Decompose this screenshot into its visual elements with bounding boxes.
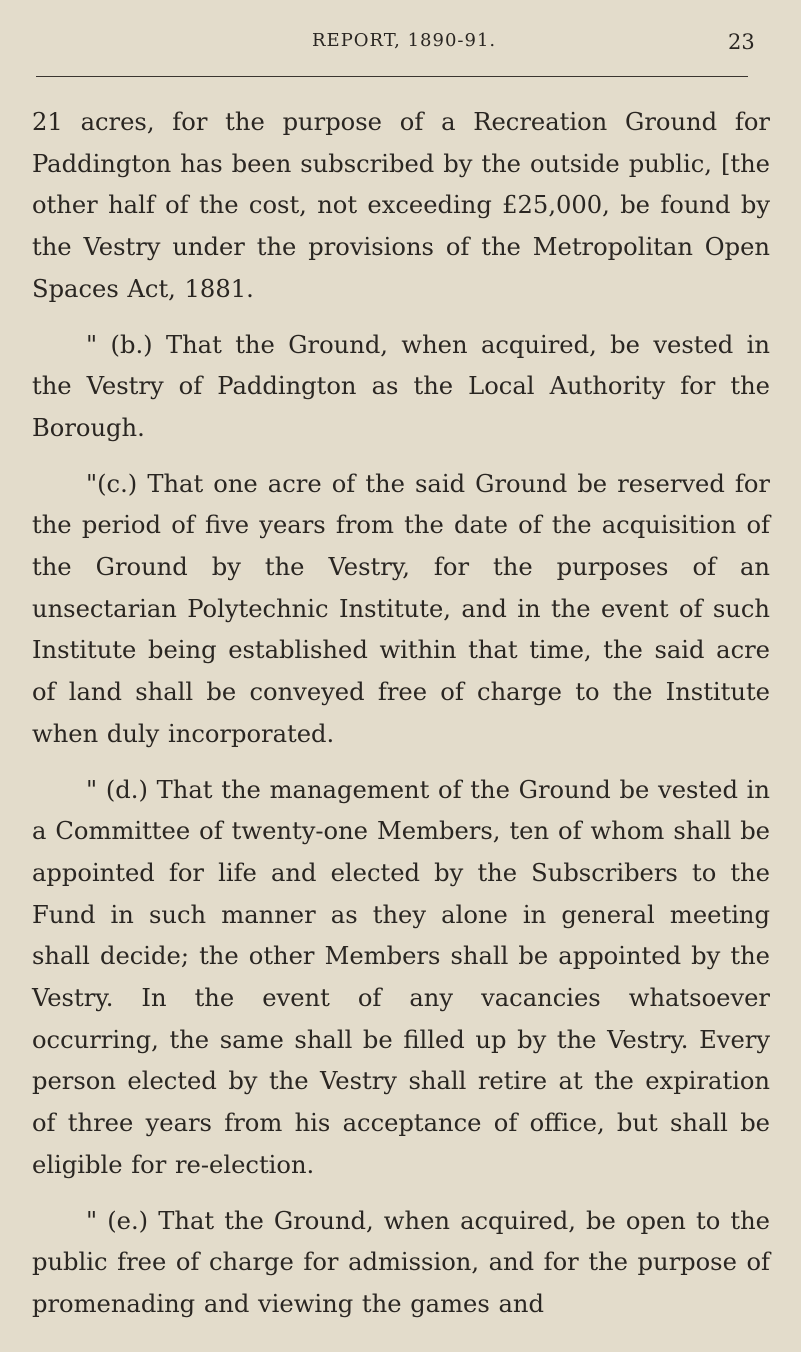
running-title: REPORT, 1890-91. bbox=[312, 30, 497, 51]
paragraph-e: " (e.) That the Ground, when acquired, be open to the public free of charge for admission, and for the purpose of promenading and viewing the games and bbox=[32, 1206, 770, 1318]
paragraph-b: " (b.) That the Ground, when acquired, be vested in the Vestry of Paddington as the Local Authority for the Borough. bbox=[32, 330, 770, 442]
header-rule bbox=[36, 76, 748, 77]
running-head bbox=[0, 30, 801, 60]
body-text bbox=[32, 102, 770, 1326]
page-number: 23 bbox=[728, 30, 755, 54]
paragraph-d: " (d.) That the management of the Ground be vested in a Committee of twenty-one Members, ten of whom shall be appointed for life and elected by the Subscribers to the Fund in such manner as they alone in general meeting shall decide; the other Members shall be appointed by the Vestry. In the event of any vacancies whatsoever occurring, the same shall be filled up by the Vestry. Every person elected by the Vestry shall retire at the expiration of three years from his acceptance of office, but shall be eligible for re-election. bbox=[32, 775, 770, 1179]
paragraph-c: "(c.) That one acre of the said Ground be reserved for the period of five years from the date of the acquisition of the Ground by the Vestry, for the purposes of an unsectarian Polytechnic Institute, and in the event of such Institute being established within that time, the said acre of land shall be conveyed free of charge to the Institute when duly incorporated. bbox=[32, 469, 770, 748]
paragraph-continuation: 21 acres, for the purpose of a Recreation Ground for Paddington has been subscribed by the outside public, [the other half of the cost, not exceeding £25,000, be found by the Vestry under the provisions of the Metropolitan Open Spaces Act, 1881. bbox=[32, 108, 770, 303]
